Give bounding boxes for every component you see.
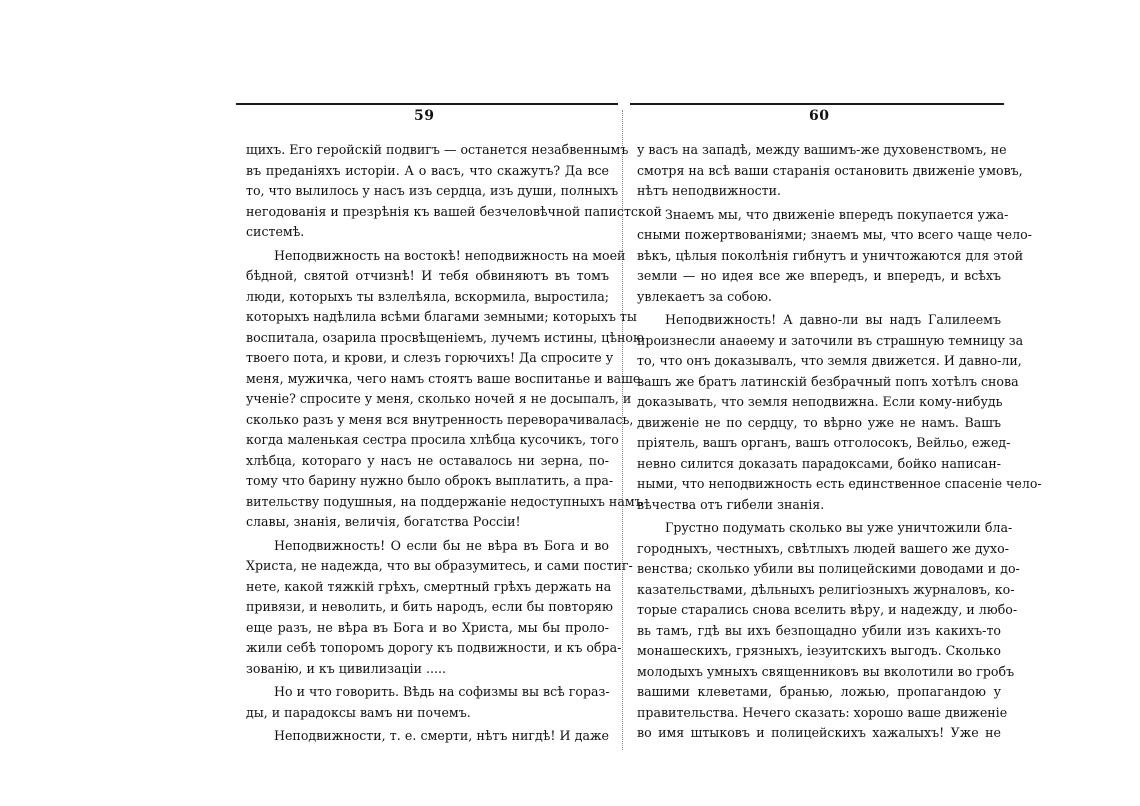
text-line: торые старались снова вселить вѣру, и надежду, и любо- [637, 602, 1018, 617]
text-line: вѣкъ, цѣлыя поколѣнія гибнутъ и уничтожаются для этой [637, 247, 1024, 263]
right-page-text [637, 140, 1042, 744]
text-line: вительству подушныя, на поддержаніе недоступныхъ намъ [246, 493, 643, 509]
text-line: меня, мужичка, чего намъ стоятъ ваше воспитанье и ваше [246, 370, 641, 386]
text-line: то, что вылилось у насъ изъ сердца, изъ души, полныхъ [246, 183, 619, 198]
text-line: системѣ. [246, 224, 305, 239]
text-line: во имя штыковъ и полицейскихъ хажалыхъ! Уже не [637, 725, 1001, 740]
text-line: еще разъ, не вѣра въ Бога и во Христа, мы бы проло- [246, 619, 609, 635]
text-line: пріятель, вашъ органъ, вашъ отголосокъ, Вейльо, ежед- [637, 435, 1011, 450]
text-line: жили себѣ топоромъ дорогу къ подвижности, и къ обра- [246, 640, 622, 655]
left-page-text [246, 140, 662, 747]
text-line: Неподвижность! О если бы не вѣра въ Бога и во [274, 537, 609, 553]
text-line: молодыхъ умныхъ священниковъ вы вколотили во гробъ [637, 663, 1015, 679]
text-line: вѣчества отъ гибели знанія. [637, 496, 825, 512]
text-line: сными пожертвованіями; знаемъ мы, что всего чаще чело- [637, 227, 1032, 242]
text-line: вашъ же братъ латинскій безбрачный попъ хотѣлъ снова [637, 373, 1019, 389]
page-number-right: 60 [809, 108, 830, 124]
header-rule-left [236, 103, 618, 105]
text-line: Знаемъ мы, что движеніе впередъ покупается ужа- [665, 206, 1009, 222]
text-line: привязи, и неволить, и бить народъ, если бы повторяю [246, 599, 613, 614]
text-line: городныхъ, честныхъ, свѣтлыхъ людей вашего же духо- [637, 540, 1009, 556]
text-line: то, что онъ доказывалъ, что земля движется. И давно-ли, [637, 353, 1022, 368]
text-line: Неподвижности, т. е. смерти, нѣтъ нигдѣ! И даже [274, 728, 609, 743]
text-line: которыхъ надѣлила всѣми благами земными; которыхъ ты [246, 309, 637, 324]
text-line: вь тамъ, гдѣ вы ихъ безпощадно убили изъ какихъ-то [637, 622, 1001, 638]
text-line: смотря на всѣ ваши старанія остановить движеніе умовъ, [637, 162, 1023, 178]
text-line: негодованія и презрѣнія къ вашей безчеловѣчной папистской [246, 203, 662, 219]
text-line: невно силится доказать парадоксами, бойко написан- [637, 455, 1001, 471]
text-line: воспитала, озарила просвѣщеніемъ, лучемъ истины, цѣною [246, 329, 644, 345]
page-number-left: 59 [414, 108, 435, 124]
text-line: венства; сколько убили вы полицейскими доводами и до- [637, 561, 1020, 576]
text-line: монашескихъ, грязныхъ, іезуитскихъ выгодъ. Сколько [637, 643, 1001, 658]
text-line: казательствами, дѣльныхъ религіозныхъ журналовъ, ко- [637, 581, 1015, 597]
text-line: славы, знанія, величія, богатства Россіи! [246, 514, 521, 529]
text-line: ды, и парадоксы вамъ ни почемъ. [246, 704, 471, 720]
text-line: въ преданіяхъ исторіи. А о васъ, что скажутъ? Да все [246, 162, 609, 178]
text-line: земли — но идея все же впередъ, и впередъ, и всѣхъ [637, 268, 1001, 283]
text-line: Неподвижность! А давно-ли вы надъ Галилеемъ [665, 312, 1001, 327]
text-line: ными, что неподвижность есть единственное спасеніе чело- [637, 476, 1042, 491]
text-line: доказывать, что земля неподвижна. Если кому-нибудь [637, 394, 1003, 409]
text-line: у васъ на западѣ, между вашимъ-же духовенствомъ, не [637, 142, 1007, 157]
text-line: Но и что говорить. Вѣдь на софизмы вы всѣ гораз- [274, 684, 610, 699]
text-line: Христа, не надежда, что вы образумитесь, и сами постиг- [246, 558, 633, 573]
text-line: нѣтъ неподвижности. [637, 183, 782, 198]
header-rule-right [630, 103, 1004, 105]
text-line: когда маленькая сестра просила хлѣбца кусочикъ, того [246, 432, 619, 447]
text-line: сколько разъ у меня вся внутренность переворачивалась, [246, 411, 634, 427]
text-line: увлекаетъ за собою. [637, 288, 772, 304]
text-line: Неподвижность на востокѣ! неподвижность на моей [274, 247, 626, 263]
text-line: вашими клеветами, бранью, ложью, пропагандою у [637, 684, 1001, 699]
text-line: хлѣбца, котораго у насъ не оставалось ни зерна, по- [246, 452, 609, 468]
text-line: Грустно подумать сколько вы уже уничтожили бла- [665, 520, 1013, 535]
text-line: правительства. Нечего сказать: хорошо ваше движеніе [637, 704, 1008, 720]
text-line: нете, какой тяжкій грѣхъ, смертный грѣхъ держать на [246, 578, 612, 594]
text-line: произнесли анаѳему и заточили въ страшную темницу за [637, 332, 1024, 348]
text-line: движеніе не по сердцу, то вѣрно уже не намъ. Вашъ [637, 414, 1001, 430]
text-line: тому что барину нужно было оброкъ выплатить, а пра- [246, 473, 614, 488]
text-line: щихъ. Его геройскій подвигъ — останется незабвеннымъ [246, 142, 629, 157]
text-line: ученіе? спросите у меня, сколько ночей я не досыпалъ, и [246, 391, 632, 406]
text-line: твоего пота, и крови, и слезъ горючихъ! Да спросите у [246, 350, 614, 365]
text-line: бѣдной, святой отчизнѣ! И тебя обвиняютъ въ томъ [246, 268, 609, 283]
text-line: люди, которыхъ ты взлелѣяла, вскормила, выростила; [246, 288, 609, 304]
text-line: зованію, и къ цивилизаціи ..... [246, 660, 447, 676]
